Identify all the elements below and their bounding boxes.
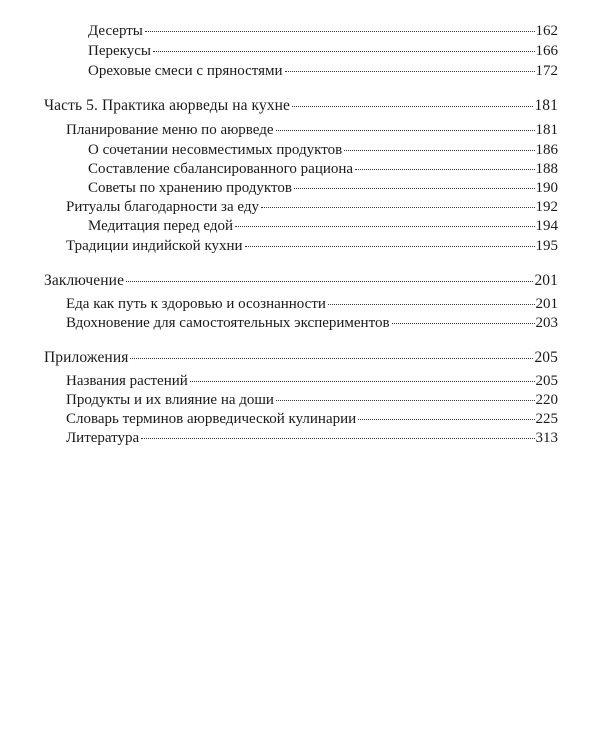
toc-entry-page: 186 — [535, 142, 558, 158]
toc-entry-nut-mixes — [88, 61, 558, 81]
leader-dots — [126, 280, 533, 282]
toc-heading-title: Заключение — [44, 272, 125, 289]
toc-entry-title: Составление сбалансированного рациона — [88, 161, 354, 177]
leader-dots — [276, 399, 535, 401]
toc-entry-page: 203 — [535, 315, 558, 331]
toc-entry-snacks — [88, 41, 558, 61]
leader-dots — [328, 303, 535, 305]
toc-entry-page: 195 — [535, 238, 558, 254]
toc-heading-title: Приложения — [44, 349, 129, 366]
leader-dots — [392, 322, 535, 324]
toc-entry-page: 225 — [535, 411, 558, 427]
toc-entry-inspiration — [66, 313, 558, 333]
toc-entry-title: Советы по хранению продуктов — [88, 180, 292, 196]
toc-heading-page: 201 — [534, 272, 558, 289]
toc-entry-page: 201 — [535, 296, 558, 312]
toc-heading-page: 181 — [534, 97, 558, 114]
toc-entry-menu-planning — [66, 120, 558, 140]
leader-dots — [130, 357, 533, 359]
leader-dots — [261, 206, 535, 208]
toc-entry-plant-names — [66, 371, 558, 391]
leader-dots — [292, 105, 533, 107]
toc-entry-indian-traditions — [66, 236, 558, 256]
toc-heading-title: Часть 5. Практика аюрведы на кухне — [44, 97, 291, 114]
toc-entry-food-as-path — [66, 294, 558, 314]
leader-dots — [190, 380, 535, 382]
leader-dots — [285, 70, 535, 72]
toc-entry-page: 166 — [535, 43, 558, 59]
toc-entry-meditation — [88, 216, 558, 236]
toc-entry-page: 190 — [535, 180, 558, 196]
toc-entry-page: 192 — [535, 199, 558, 215]
toc-heading-page: 205 — [534, 349, 558, 366]
toc-entry-foods-doshas — [66, 390, 558, 410]
leader-dots — [245, 245, 535, 247]
toc-entry-page: 181 — [535, 122, 558, 138]
toc-heading-appendices — [44, 348, 558, 368]
toc-entry-title: Словарь терминов аюрведической кулинарии — [66, 411, 357, 427]
toc-heading-conclusion — [44, 271, 558, 291]
toc-entry-page: 172 — [535, 63, 558, 79]
leader-dots — [294, 187, 535, 189]
toc-entry-desserts — [88, 21, 558, 41]
toc-entry-gratitude-rituals — [66, 197, 558, 217]
toc-entry-incompatible-foods — [88, 140, 558, 160]
toc-entry-page: 205 — [535, 373, 558, 389]
toc-entry-title: Названия растений — [66, 373, 188, 389]
toc-entry-title: Еда как путь к здоровью и осознанности — [66, 296, 326, 312]
toc-entry-storage-tips — [88, 178, 558, 198]
leader-dots — [153, 50, 535, 52]
toc-entry-title: Традиции индийской кухни — [66, 238, 243, 254]
toc-entry-title: Ритуалы благодарности за еду — [66, 199, 259, 215]
toc-entry-glossary — [66, 409, 558, 429]
toc-entry-title: Перекусы — [88, 43, 151, 59]
toc-entry-title: Планирование меню по аюрведе — [66, 122, 274, 138]
toc-entry-title: Медитация перед едой — [88, 218, 234, 234]
leader-dots — [235, 225, 534, 227]
leader-dots — [141, 437, 534, 439]
toc-heading-part-5 — [44, 96, 558, 116]
toc-entry-title: Ореховые смеси с пряностями — [88, 63, 283, 79]
toc-entry-page: 188 — [535, 161, 558, 177]
toc-entry-title: Вдохновение для самостоятельных экспериментов — [66, 315, 390, 331]
toc-entry-page: 220 — [535, 392, 558, 408]
leader-dots — [355, 168, 534, 170]
toc-entry-title: Десерты — [88, 23, 143, 39]
toc-entry-page: 162 — [535, 23, 558, 39]
toc-entry-title: О сочетании несовместимых продуктов — [88, 142, 343, 158]
toc-entry-title: Продукты и их влияние на доши — [66, 392, 274, 408]
leader-dots — [358, 418, 534, 420]
toc-entry-page: 194 — [535, 218, 558, 234]
leader-dots — [276, 129, 535, 131]
leader-dots — [145, 30, 535, 32]
toc-entry-balanced-diet — [88, 159, 558, 179]
toc-entry-title: Литература — [66, 430, 140, 446]
toc-entry-literature — [66, 428, 558, 448]
toc-entry-page: 313 — [535, 430, 558, 446]
leader-dots — [344, 149, 534, 151]
